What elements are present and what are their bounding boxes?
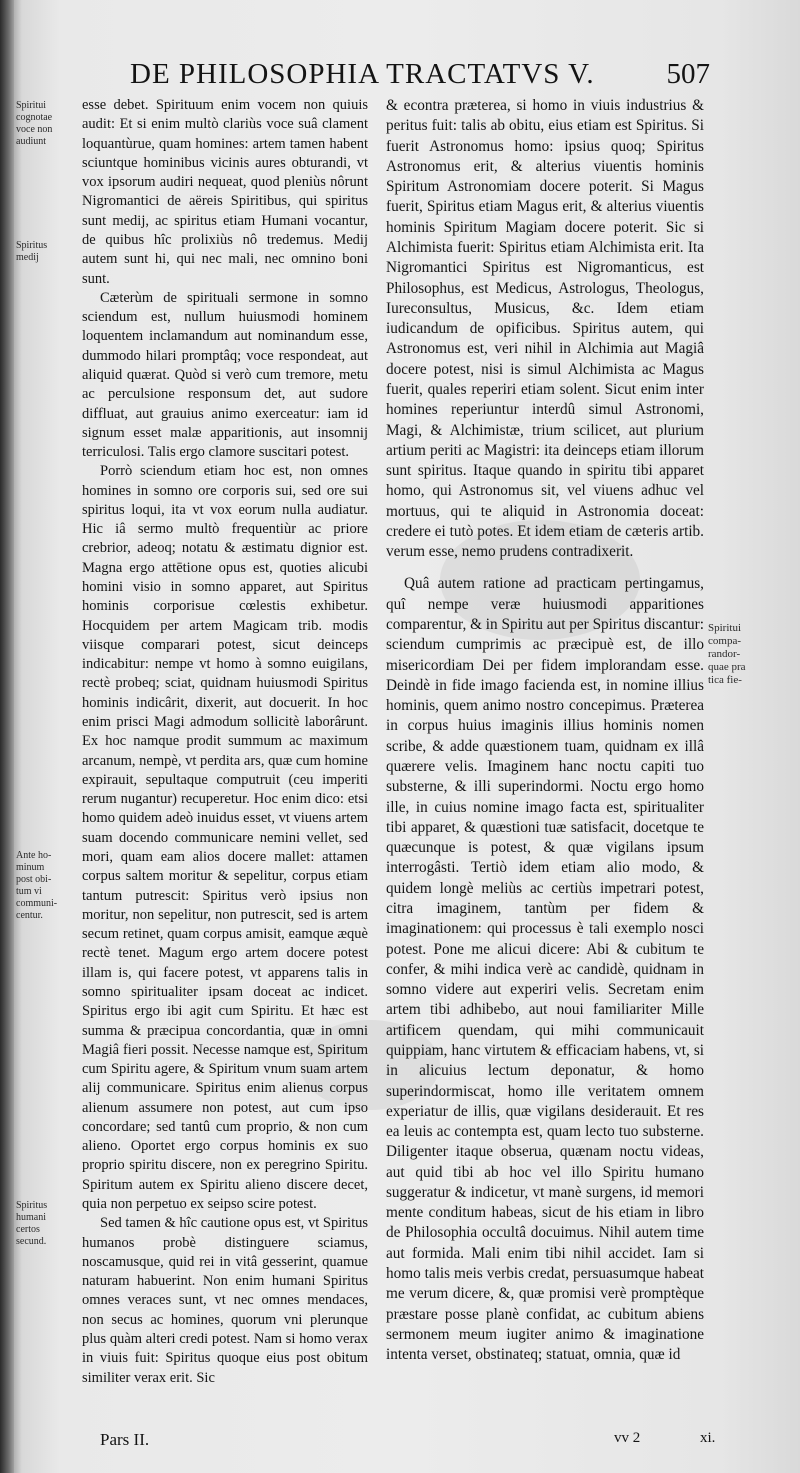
signature-mark: Pars II. [100,1430,150,1449]
right-column [386,96,704,1365]
catchword: vv 2 [614,1430,641,1446]
margin-note-left: Ante ho- minum post obi- tum vi communi- centur. [16,850,58,921]
paragraph: & econtra præterea, si homo in viuis industrius & peritus fuit: talis ab obitu, eius etiam est Spiritus. Si fuerit Astronomus homo: ipsius quoq; Spiritus Astronomus erit, & alterius viuentis hominis Spiritum Astronomiam docere poterit. Si Magus fuerit, Spiritus etiam Magus erit, & alterius viuentis hominis Spiritum Magiam docere poterit. Sic si Alchimista fuerit: Spiritus etiam Alchimista erit. Ita Nigromantici Spiritus est Nigromanticus, est Philosophus, est Medicus, Astrologus, Theologus, Iureconsultus, Musicus, &c. Idem etiam iudicandum de opificibus. Spiritus autem, qui Astronomus est, veri nihil in Alchimia aut Magiâ docere potest, nisi is simul Alchimista ac Magus fuerit, quales reperiri etiam solent. Sicut enim inter homines reperiuntur interdû simul Astronomi, Magi, & Alchimistæ, trium scilicet, aut plurium artium periti ac Magistri: ita deinceps etiam illorum sunt spiritus. Itaque quando in spiritu tibi apparet homo, qui Astronomus sit, vel viuens adhuc vel mortuus, qui te aliquid in Astronomia doceat: credere ei tutò potes. Et idem etiam de cæteris artib. verum esse, nemo prudens contradixerit. [386,97,704,561]
margin-note-left: Spiritus humani certos secund. [16,1200,48,1247]
margin-note-right: Spiritui compa- randor- quae pra tica fie- [708,622,746,686]
running-title: DE PHILOSOPHIA TRACTATVS V. [130,58,595,90]
catchword-right: xi. [700,1430,716,1446]
paragraph: Cæterùm de spirituali sermone in somno sciendum est, nullum huiusmodi hominem loquentem inclamandum aut nominandum esse, dummodo hilari promptâq; voce respondeat, aut aliquid quærat. Quòd si verò cum tremore, metu ac perculsione responsum det, aut sudore diffluat, aut grauius animo exerceatur: iam id signum esset malæ apparitionis, aut insomnij terriculosi. Talis ergo clamore suscitari potest. [82,289,368,461]
binding-shadow [0,0,14,1473]
margin-note-left: Spiritui cognotae voce non audiunt [16,100,53,147]
paragraph: Sed tamen & hîc cautione opus est, vt Spiritus humanos probè distinguere sciamus, noscamusque, quid rei in vitâ gesserint, quamue naturam habuerint. Non enim humani Spiritus omnes veraces sunt, vt nec omnes mendaces, non secus ac homines, quorum vni plerunque plus quàm alteri credi potest. Nam si homo verax in viuis fuit: Spiritus quoque eius post obitum similiter verax erit. Sic [82,1215,368,1386]
page-number: 507 [666,58,710,90]
paragraph: Quâ autem ratione ad practicam pertingamus, quî nempe veræ huiusmodi apparitiones comparentur, & in Spiritu aut per Spiritus discantur: sciendum cumprimis ac præcipuè est, de illo misericordiam Dei per fidem implorandam esse. Deindè in fide imago facienda est, in nomine illius hominis, quem animo nostro concepimus. Præterea in corpus huius imaginis illius hominis nomen scribe, & adde quæstionem tuam, quidnam ex illâ quærere velis. Imaginem hanc noctu capiti tuo substerne, & illi superindormi. Noctu ergo homo ille, in cuius nomine imago facta est, spiritualiter tibi apparet, & quæstioni tuæ satisfacit, docetque te quæcunque is potest, & quæ vigilans ipsum interrogâsti. Tertiò idem etiam alio modo, & quidem longè meliùs ac certiùs impetrari potest, citra imaginem, tantùm per fidem & imaginationem: qui processus è tali exemplo nosci potest. Pone me alicui dicere: Abi & cubitum te confer, & mihi indica verè ac candidè, quidnam in somno videre aut experiri velis. Secretam enim artem tibi adhibebo, aut noui familiariter Mille artificem quendam, qui mihi communicauit quippiam, hanc virtutem & efficaciam habens, vt, si in alicuius lectum deponatur, & homo superindormiscat, homo ille veritatem omnem experiatur de illis, quæ vigilans desiderauit. Et res ea leuis ac contempta est, quam lecto tuo substerne. Diligenter itaque obserua, quænam noctu videas, aut quid tibi ab hoc vel illo Spiritu humano suggeratur & indicetur, vt manè surgens, id memori mente conditum habeas, sicut de his etiam in libro de Philosophia occultâ docuimus. Nihil autem time aut formida. Mali enim tibi nihil accidet. Iam si homo talis meis verbis credat, persuasumque habeat me verum dicere, &, quæ promisi verè promptèque præstare posse planè confidat, ac cubitum abiens sermonem meum iugiter animo & imaginatione intenta verset, obstinateq; statuat, omnia, quæ id [386,575,704,1364]
left-column [82,96,368,1388]
paragraph: esse debet. Spirituum enim vocem non quiuis audit: Et si enim multò clariùs voce suâ clament loquantùrue, quam homines: artem tamen habent sciuntque hominibus vicinis aures obturandi, vt vox ipsorum audiri nequeat, quod pleniùs nôrunt Nigromantici de aëreis Spiritibus, qui spiritus sunt medij, ac spiritus etiam Humani vocantur, de quibus hîc prolixiùs nô tredemus. Medij autem sunt hi, qui nec mali, nec omnino boni sunt. [82,97,368,287]
margin-note-left: Spiritus medij [16,240,48,263]
paragraph: Porrò sciendum etiam hoc est, non omnes homines in somno ore corporis sui, sed ore sui spiritus loqui, ita vt vox eorum nulla audiatur. Hic iâ sermo multò frequentiùr ac priore crebrior, adeoq; notatu & æstimatu dignior est. Magna ergo attētione opus est, quoties alicubi homini visio in somno apparet, aut Spiritus hominis corporisue cœlestis exhibetur. Hocquidem per artem Magicam trib. modis viisque comparari potest, sicut deinceps indicabitur: nempe vt homo à somno euigilans, rectè probeq; sciat, quidnam huiusmodi Spiritus hominis indicârit, dixerit, aut docuerit. In hoc enim prisci Magi admodum sollicitè laborârunt. Ex hoc namque prodit summum ac maximum arcanum, nempè, vt perdita ars, quæ cum homine expirauit, sepultaque computruit (ceu imperiti rerum nugantur) recuperetur. Hoc enim dico: etsi homo quidem adeò inuidus esset, vt viuens artem suam docendo communicare nemini vellet, sed mori, quam eam alios docere mallet: attamen corpus saltem moritur & sepelitur, corpus etiam tantum putrescit: Spiritus verò ipsius non moritur, non sepelitur, non putrescit, sed is artem secum retinet, quam corpus amisit, eamque æquè rectè tenet. Magum ergo artem docere potest illam is, qui facere potest, vt apparens talis in somno spiritualiter ipsam doceat ac indicet. Spiritus ergo ibi agit cum Spiritu. Et hæc est summa & præcipua concordantia, quæ in omni Magiâ fieri possit. Necesse namque est, Spiritum cum Spiritu agere, & Spiritum vnum suam artem alij communicare. Spiritus enim alienus corpus alienum assumere non potest, aut cum ipso concordare; sed tantû cum proprio, & non cum alieno. Oportet ergo corpus hominis ex suo proprio spiritu discere, non ex peregrino Spiritu. Spiritum autem ex Spiritu alieno discere decet, quia non perpetuo ex seipso scire potest. [82,463,368,1213]
page-header [130,58,710,98]
